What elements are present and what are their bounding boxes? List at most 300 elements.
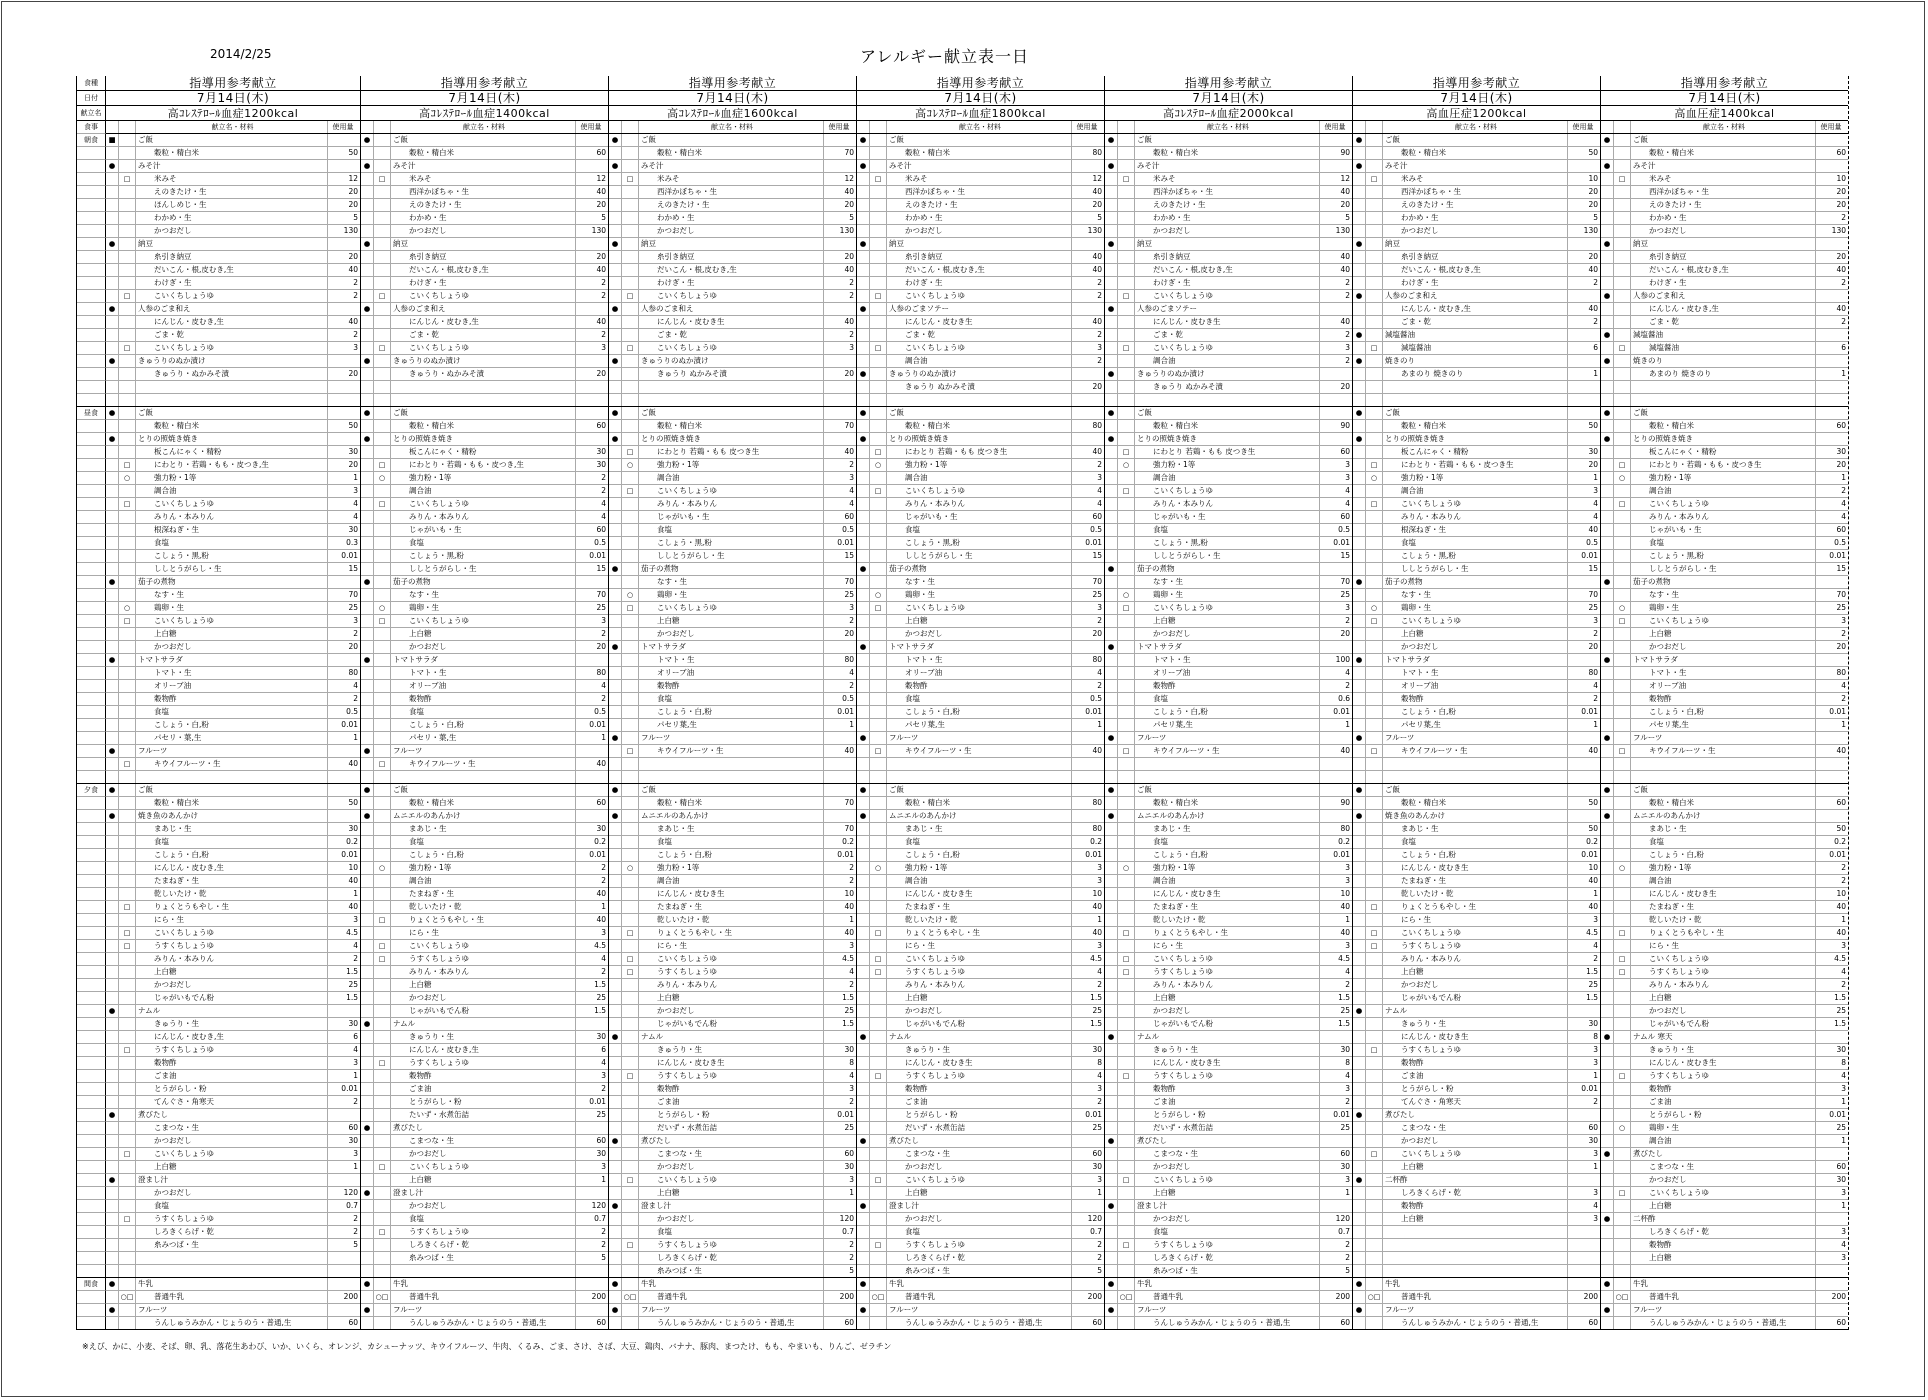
ingredient-amount [823,810,856,822]
table-row [1353,1265,1600,1278]
table-row [361,1278,608,1291]
dish-marker [106,615,118,627]
dish-marker [609,147,621,159]
table-row [1353,1148,1600,1161]
table-row [1601,1278,1848,1291]
allergen-marker [1365,563,1383,575]
table-row [1601,745,1848,758]
table-row [1353,875,1600,888]
ingredient-amount [327,1174,360,1186]
ingredient-amount: 4 [1567,498,1600,510]
allergen-marker [1365,134,1383,146]
ingredient-amount: 40 [1319,316,1352,328]
ingredient-name: りょくとうもやし・生 [1153,928,1228,937]
table-row [106,641,360,654]
ingredient-amount: 2 [823,979,856,991]
table-row [1105,654,1352,667]
dish-name: 茄子の煮物 [393,577,431,586]
dish-marker: ● [363,1188,371,1197]
ingredient-name: うすくちしょうゆ [657,1071,717,1080]
allergen-marker [1117,1044,1135,1056]
allergen-marker [621,732,639,744]
dish-marker: ● [1355,291,1363,300]
ingredient-amount [327,134,360,146]
dish-marker [361,836,373,848]
dish-name: フルーツ [1633,1305,1663,1314]
ingredient-amount: 40 [1567,303,1600,315]
allergen-marker [621,1278,639,1290]
ingredient-name: 穀物酢 [657,1084,680,1093]
table-row [857,680,1104,693]
ingredient-amount: 40 [823,446,856,458]
ingredient-name: かつおだし [154,226,192,235]
dish-name: トマトサラダ [889,642,934,651]
ingredient-amount: 2 [1071,680,1104,692]
allergen-marker [621,433,639,445]
dish-marker [857,1044,869,1056]
allergen-marker [869,1135,887,1147]
allergen-marker [869,940,887,952]
ingredient-amount [327,303,360,315]
allergen-marker [621,1226,639,1238]
ingredient-name: かつおだし [1649,226,1687,235]
dish-marker [857,1161,869,1173]
table-row [1353,147,1600,160]
dish-marker [1601,394,1613,406]
allergen-marker [1365,420,1383,432]
table-row [1105,966,1352,979]
allergen-marker: □ [373,1057,391,1069]
allergen-marker [1613,1265,1631,1277]
ingredient-name: こまつな・生 [409,1136,454,1145]
dish-marker [1601,1135,1613,1147]
ingredient-amount: 40 [1071,264,1104,276]
dish-marker: ● [1355,1006,1363,1015]
dish-name: トマトサラダ [138,655,183,664]
dish-marker [1601,966,1613,978]
ingredient-amount [1815,134,1848,146]
menu-category: 指導用参考献立 [361,76,608,91]
ingredient-amount: 70 [1567,589,1600,601]
ingredient-amount: 0.01 [823,537,856,549]
dish-marker: ● [108,1279,116,1288]
ingredient-name: にんじん・皮むき生 [1401,863,1469,872]
ingredient-name: 調合油 [905,876,928,885]
ingredient-name: こいくちしょうゆ [657,954,717,963]
allergen-marker [869,1122,887,1134]
menu-category: 指導用参考献立 [1601,76,1848,91]
dish-marker [361,1213,373,1225]
table-row [857,1161,1104,1174]
dish-marker [106,914,118,926]
ingredient-name: 食塩 [1153,525,1168,534]
allergen-marker [1365,1096,1383,1108]
dish-marker [1353,758,1365,770]
allergen-marker [1613,511,1631,523]
ingredient-amount: 3 [1319,602,1352,614]
allergen-marker [118,862,136,874]
menu-date: 7月14日(木) [361,91,608,106]
ingredient-amount: 40 [1319,264,1352,276]
allergen-marker [373,537,391,549]
allergen-marker: □ [1117,953,1135,965]
dish-marker [857,823,869,835]
allergen-marker [373,901,391,913]
dish-marker: ● [108,408,116,417]
ingredient-amount: 40 [1567,901,1600,913]
allergen-marker [1117,1122,1135,1134]
allergen-marker [1117,1031,1135,1043]
allergen-marker [1117,420,1135,432]
ingredient-amount: 100 [1319,654,1352,666]
ingredient-amount [575,160,608,172]
dish-marker: ● [108,577,116,586]
allergen-marker [373,849,391,861]
table-row [361,1291,608,1304]
dish-marker [361,914,373,926]
ingredient-amount: 0.01 [1071,706,1104,718]
table-row [609,537,856,550]
ingredient-name: 穀粒・精白米 [1153,798,1198,807]
meal-label-lunch [77,693,106,706]
ingredient-amount: 60 [823,1317,856,1329]
ingredient-amount: 3 [1567,1187,1600,1199]
ingredient-name: 食塩 [1153,694,1168,703]
dish-name: ご飯 [1385,408,1400,417]
dish-marker [361,823,373,835]
ingredient-name: まあじ・生 [1153,824,1191,833]
allergen-marker [621,212,639,224]
ingredient-name: だいこん・根,皮むき,生 [657,265,737,274]
table-row [361,134,608,147]
ingredient-amount [1071,810,1104,822]
allergen-marker: □ [869,342,887,354]
allergen-marker [621,1265,639,1277]
allergen-marker [373,1122,391,1134]
dish-marker [106,1226,118,1238]
ingredient-amount: 3 [1319,459,1352,471]
dish-marker [1601,888,1613,900]
dish-name: 減塩醤油 [1633,330,1663,339]
ingredient-amount: 1 [1815,1096,1848,1108]
dish-marker [1353,901,1365,913]
ingredient-name: わけぎ・生 [409,278,447,287]
allergen-marker [1613,589,1631,601]
allergen-marker [621,355,639,367]
table-row [106,1174,360,1187]
ingredient-name: にんじん・皮むき生 [657,317,725,326]
ingredient-amount [1071,1278,1104,1290]
dish-marker [1601,927,1613,939]
ingredient-amount [823,394,856,406]
ingredient-name: えのきたけ・生 [657,200,710,209]
ingredient-name: えのきたけ・生 [154,187,207,196]
table-row [1105,472,1352,485]
allergen-marker [118,147,136,159]
table-row [1601,849,1848,862]
allergen-marker [621,849,639,861]
ingredient-name: まあじ・生 [905,824,943,833]
allergen-marker [1613,758,1631,770]
dish-marker [609,1018,621,1030]
ingredient-amount [1319,1278,1352,1290]
table-row [1601,706,1848,719]
allergen-marker [373,576,391,588]
ingredient-name: なす・生 [657,577,687,586]
dish-marker [1105,602,1117,614]
dish-marker: ● [363,1123,371,1132]
dish-name: 茄子の煮物 [889,564,927,573]
table-row [1601,420,1848,433]
allergen-marker [1117,1005,1135,1017]
ingredient-amount: 0.5 [1567,537,1600,549]
dish-marker: ● [1107,239,1115,248]
dish-marker: ● [363,304,371,313]
table-row [609,784,856,797]
ingredient-amount: 5 [1567,212,1600,224]
ingredient-amount [575,407,608,419]
ingredient-name: 食塩 [905,837,920,846]
ingredient-name: うすくちしょうゆ [154,1045,214,1054]
dish-marker [1105,771,1117,783]
dish-marker [609,550,621,562]
ingredient-amount: 20 [1567,199,1600,211]
dish-marker: ● [108,356,116,365]
table-row [609,797,856,810]
ingredient-amount: 200 [1071,1291,1104,1303]
ingredient-name [1383,381,1567,393]
ingredient-amount: 2 [823,615,856,627]
dish-marker [609,472,621,484]
table-row [1105,355,1352,368]
table-row [361,602,608,615]
table-row [609,810,856,823]
dish-marker [857,914,869,926]
table-row [1353,628,1600,641]
dish-name: 人参のごまソテー [1137,304,1197,313]
table-row [609,1174,856,1187]
ingredient-name [1383,1252,1567,1264]
ingredient-amount: 20 [1319,199,1352,211]
allergen-marker [1117,693,1135,705]
allergen-marker [373,446,391,458]
allergen-marker [621,1252,639,1264]
menu-category: 指導用参考献立 [609,76,856,91]
ingredient-amount [575,303,608,315]
dish-marker [609,446,621,458]
meal-label-breakfast [77,342,106,355]
ingredient-amount [1567,810,1600,822]
ingredient-name: 穀粒・精白米 [657,148,702,157]
ingredient-name: にんじん・皮むき生 [657,889,725,898]
dish-marker [1353,1291,1365,1303]
dish-name: ナムル [1137,1032,1160,1041]
allergen-marker [1117,238,1135,250]
dish-marker [609,329,621,341]
ingredient-amount: 25 [327,979,360,991]
ingredient-amount: 1 [1815,472,1848,484]
dish-marker [1353,823,1365,835]
table-row [857,1109,1104,1122]
table-row [106,797,360,810]
header-mark-cell [609,121,621,133]
ingredient-amount: 3 [575,1161,608,1173]
allergen-marker: □ [869,290,887,302]
allergen-marker [1117,1278,1135,1290]
table-row [857,1018,1104,1031]
dish-marker [1353,381,1365,393]
dish-marker: ● [1603,1214,1611,1223]
ingredient-amount: 200 [1815,1291,1848,1303]
dish-marker [857,576,869,588]
table-row [1105,394,1352,407]
ingredient-amount: 30 [1567,1135,1600,1147]
table-row [609,992,856,1005]
dish-marker [1105,875,1117,887]
dish-marker [1353,563,1365,575]
dish-marker: ● [611,161,619,170]
table-row [106,667,360,680]
ingredient-name: 乾しいたけ・乾 [154,889,207,898]
ingredient-name: みりん・本みりん [154,512,214,521]
dish-marker: ● [1603,408,1611,417]
table-row [1353,160,1600,173]
dish-marker [609,511,621,523]
dish-marker: ● [611,135,619,144]
allergen-marker [1365,147,1383,159]
table-row [1601,901,1848,914]
header-allergen-cell [373,121,391,133]
dish-marker [1353,1148,1365,1160]
table-row [857,1096,1104,1109]
allergen-marker [1365,888,1383,900]
table-row [1105,1161,1352,1174]
allergen-marker [118,277,136,289]
dish-marker [609,199,621,211]
table-row [106,1109,360,1122]
ingredient-amount [1319,1031,1352,1043]
table-row [361,1096,608,1109]
allergen-marker [869,1278,887,1290]
allergen-marker [621,1122,639,1134]
ingredient-amount: 2 [1815,693,1848,705]
ingredient-amount: 8 [1071,1057,1104,1069]
dish-marker [1353,888,1365,900]
allergen-marker [621,1213,639,1225]
ingredient-name: 米みそ [905,174,928,183]
table-row [106,1031,360,1044]
allergen-marker: □ [621,485,639,497]
dish-marker [1105,927,1117,939]
menu-name: 高血圧症1400kcal [1601,106,1848,121]
ingredient-name: 調合油 [1401,486,1424,495]
table-row [1353,914,1600,927]
ingredient-amount [1319,368,1352,380]
ingredient-name [136,394,327,406]
allergen-marker [621,420,639,432]
dish-marker [857,680,869,692]
ingredient-name: にんじん・皮むき生 [905,317,973,326]
dish-marker [609,459,621,471]
ingredient-name: にわとり・若鶏・もも・皮つき生 [1649,460,1762,469]
table-row [1353,1291,1600,1304]
dish-marker [609,966,621,978]
dish-marker: ● [1355,434,1363,443]
table-row [857,1005,1104,1018]
dish-marker [609,680,621,692]
allergen-marker: ○□ [118,1291,136,1303]
allergen-marker [1117,836,1135,848]
meal-label-lunch [77,615,106,628]
allergen-marker [118,1083,136,1095]
table-row [1601,1135,1848,1148]
dish-marker [1105,576,1117,588]
ingredient-amount: 3 [1567,914,1600,926]
ingredient-amount [1567,1005,1600,1017]
allergen-marker [869,264,887,276]
ingredient-name: キウイフルーツ・生 [1153,746,1220,755]
table-row [106,524,360,537]
ingredient-amount [575,238,608,250]
ingredient-amount: 60 [1319,511,1352,523]
ingredient-name: 鶏卵・生 [1153,590,1183,599]
ingredient-amount: 1 [823,914,856,926]
ingredient-amount: 0.3 [327,537,360,549]
allergen-marker [1117,940,1135,952]
table-row [1105,602,1352,615]
dish-marker [1105,251,1117,263]
ingredient-name: 食塩 [154,538,169,547]
dish-marker [1601,212,1613,224]
dish-marker: ● [859,1136,867,1145]
ingredient-amount [327,654,360,666]
table-row [361,173,608,186]
dish-marker [1105,940,1117,952]
ingredient-name: 普通牛乳 [409,1292,439,1301]
dish-marker: ● [1603,291,1611,300]
ingredient-amount: 200 [327,1291,360,1303]
table-row [1601,1044,1848,1057]
ingredient-name: みりん・本みりん [905,499,965,508]
ingredient-amount: 2 [575,628,608,640]
ingredient-name: 上白糖 [1649,993,1672,1002]
dish-marker [361,1174,373,1186]
allergen-marker [621,1005,639,1017]
ingredient-name: うすくちしょうゆ [154,1214,214,1223]
dish-marker [1353,212,1365,224]
dish-marker [1353,979,1365,991]
ingredient-amount: 120 [575,1200,608,1212]
ingredient-amount: 3 [1567,485,1600,497]
allergen-marker [118,732,136,744]
ingredient-amount: 3 [575,615,608,627]
table-row [1105,511,1352,524]
dish-marker [361,953,373,965]
table-row [857,1317,1104,1330]
dish-marker [1105,472,1117,484]
allergen-marker [1613,199,1631,211]
allergen-marker [621,771,639,783]
allergen-marker: ○ [1613,602,1631,614]
table-row [1601,927,1848,940]
dish-marker [1353,368,1365,380]
ingredient-name: 食塩 [1153,837,1168,846]
ingredient-name: だいこん・根,皮むき,生 [1649,265,1729,274]
ingredient-name: にんじん・皮むき生 [1153,1058,1221,1067]
ingredient-name: ごま油 [657,1097,680,1106]
table-row [361,1200,608,1213]
ingredient-name: しろきくらげ・乾 [409,1240,469,1249]
